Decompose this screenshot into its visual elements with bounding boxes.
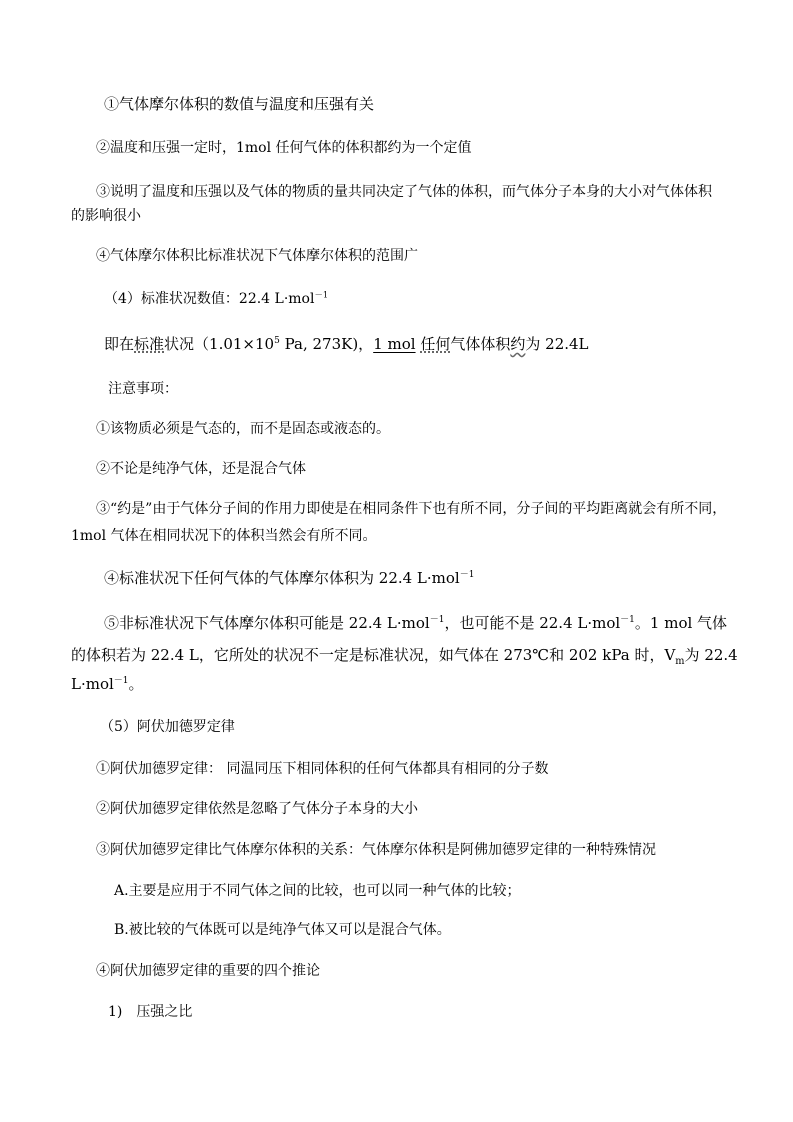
text-line: ⑤非标准状况下气体摩尔体积可能是 22.4 L·mol$^{-1}$，也可能不是 22.4 L·mol$^{-1}$。1 mol 气体	[104, 614, 728, 632]
text-line: ①阿伏加德罗定律： 同温同压下相同体积的任何气体都具有相同的分子数	[96, 761, 549, 777]
text-line: ①气体摩尔体积的数值与温度和压强有关	[104, 95, 375, 113]
text-line: A.主要是应用于不同气体之间的比较，也可以同一种气体的比较；	[114, 883, 521, 899]
text-line: ④标准状况下任何气体的气体摩尔体积为 22.4 L·mol$^{-1}$	[104, 569, 475, 587]
text-line: ③“约是”由于气体分子间的作用力即使是在相同条件下也有所不同，分子间的平均距离就会有所不同，	[96, 501, 727, 517]
text-line: 即在标准状况（$1.01\times 10^5$ Pa, 273K)，1 mol 任何气体体积约为 22.4L	[104, 335, 589, 353]
text-line: 的体积若为 22.4 L，它所处的状况不一定是标准状况，如气体在 273℃和 202 kPa 时，$V_m$为 22.4	[71, 646, 738, 667]
text-line: 1mol 气体在相同状况下的体积当然会有所不同。	[71, 528, 377, 544]
text-line: B.被比较的气体既可以是纯净气体又可以是混合气体。	[114, 922, 451, 938]
text-line: 注意事项：	[108, 381, 178, 397]
text-line: ②温度和压强一定时，1mol 任何气体的体积都约为一个定值	[96, 140, 472, 156]
text-line: 的影响很小	[71, 208, 141, 224]
text-line: ②阿伏加德罗定律依然是忽略了气体分子本身的大小	[96, 801, 418, 817]
text-line: ③阿伏加德罗定律比气体摩尔体积的关系：气体摩尔体积是阿佛加德罗定律的一种特殊情况	[96, 842, 656, 858]
text-line: ③说明了温度和压强以及气体的物质的量共同决定了气体的体积，而气体分子本身的大小对气体体积	[96, 184, 712, 200]
text-line: ④阿伏加德罗定律的重要的四个推论	[96, 963, 320, 979]
text-line: ④气体摩尔体积比标准状况下气体摩尔体积的范围广	[96, 248, 418, 264]
text-line: ①该物质必须是气态的，而不是固态或液态的。	[96, 421, 390, 437]
section-heading: （4）标准状况数值：22.4 L·mol$^{-1}$	[104, 289, 329, 307]
section-heading: （5）阿伏加德罗定律	[100, 719, 235, 735]
list-item: 1) 压强之比	[108, 1004, 193, 1020]
text-line: ②不论是纯净气体，还是混合气体	[96, 461, 306, 477]
text-line: L·mol$^{-1}$。	[71, 675, 144, 693]
